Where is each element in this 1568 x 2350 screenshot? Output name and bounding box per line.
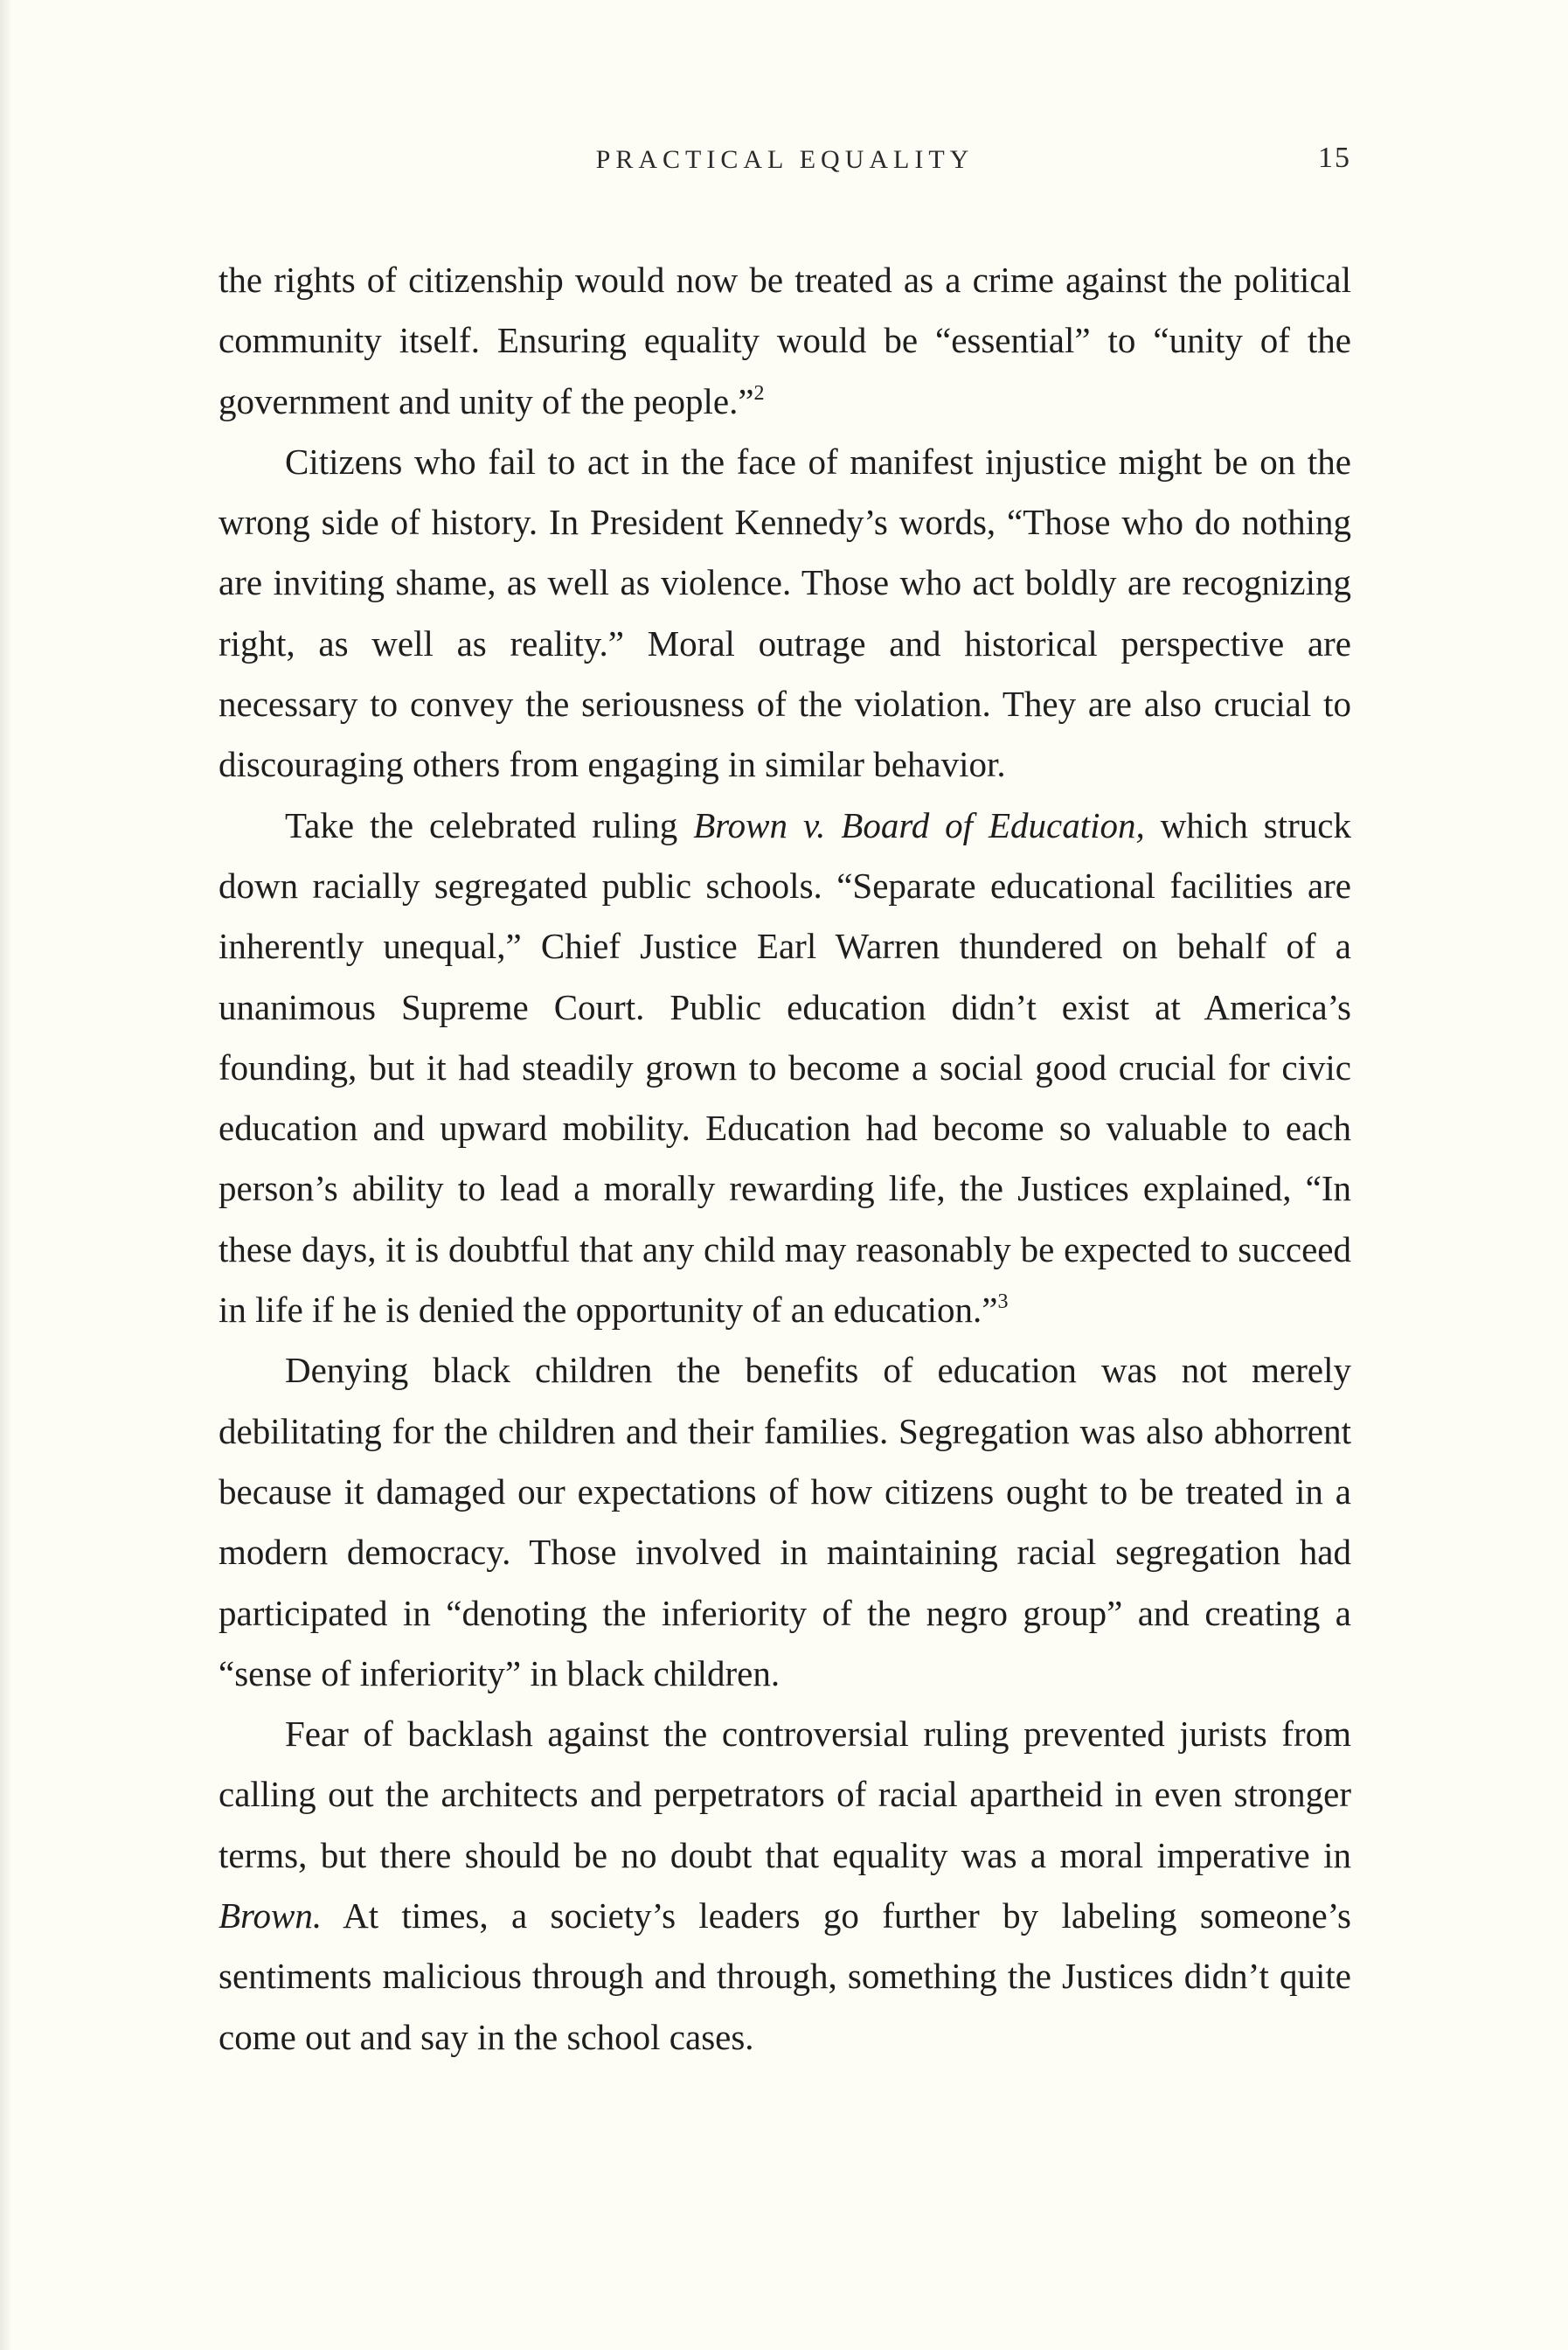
paragraph-2 [219,432,1351,796]
paragraph-text: Fear of backlash against the controversial ruling prevented jurists from calling out the architects and perpetrators of racial apartheid in even stronger terms, but there should be no doubt that equality was a moral imperative in [219,1714,1351,1875]
body-text [219,250,1351,2068]
running-head: PRACTICAL EQUALITY [595,145,975,174]
paragraph-text: Take the celebrated ruling [285,804,694,845]
paragraph-text: Denying black children the benefits of education was not merely debilitating for the children and their families. Segregation was also abhorrent because it damaged our expectations of how citizens ought to be treated in a modern democracy. Those involved in maintaining racial segregation had participated in “denoting the inferiority of the negro group” and creating a “sense of inferiority” in black children. [219,1350,1351,1693]
page-gutter-shadow [0,0,12,2350]
paragraph-text: which struck down racially segregated public schools. “Separate educational facilities are inherently unequal,” Chief Justice Earl Warren thundered on behalf of a unanimous Supreme Court. Public education didn’t exist at America’s founding, but it had steadily grown to become a social good crucial for civic education and upward mobility. Education had become so valuable to each person’s ability to lead a morally rewarding life, the Justices explained, “In these days, it is doubtful that any child may reasonably be expected to succeed in life if he is denied the opportunity of an education.” [219,804,1351,1331]
paragraph-4 [219,1340,1351,1704]
paragraph-text: the rights of citizenship would now be treated as a crime against the political community itself. Ensuring equality would be “essential” to “unity of the government and unity of the people.” [219,260,1351,421]
paragraph-3 [219,796,1351,1341]
paragraph-5 [219,1704,1351,2068]
page-number: 15 [1318,142,1351,174]
case-title-brown: Brown. [219,1895,323,1936]
footnote-ref-2: 2 [753,381,765,405]
paragraph-text: At times, a society’s leaders go further by labeling someone’s sentiments malicious through and through, something the Justices didn’t quite come out and say in the school cases. [219,1895,1351,2057]
footnote-ref-3: 3 [997,1290,1009,1314]
case-title-brown-v-board: Brown v. Board of Education, [693,804,1145,845]
paragraph-1 [219,250,1351,432]
paragraph-text: Citizens who fail to act in the face of manifest injustice might be on the wrong side of history. In President Kennedy’s words, “Those who do nothing are inviting shame, as well as violence. Those who act boldly are recognizing right, as well as reality.” Moral outrage and historical perspective are necessary to convey the seriousness of the violation. They are also crucial to discouraging others from engaging in similar behavior. [219,441,1351,785]
page-header [219,142,1351,184]
